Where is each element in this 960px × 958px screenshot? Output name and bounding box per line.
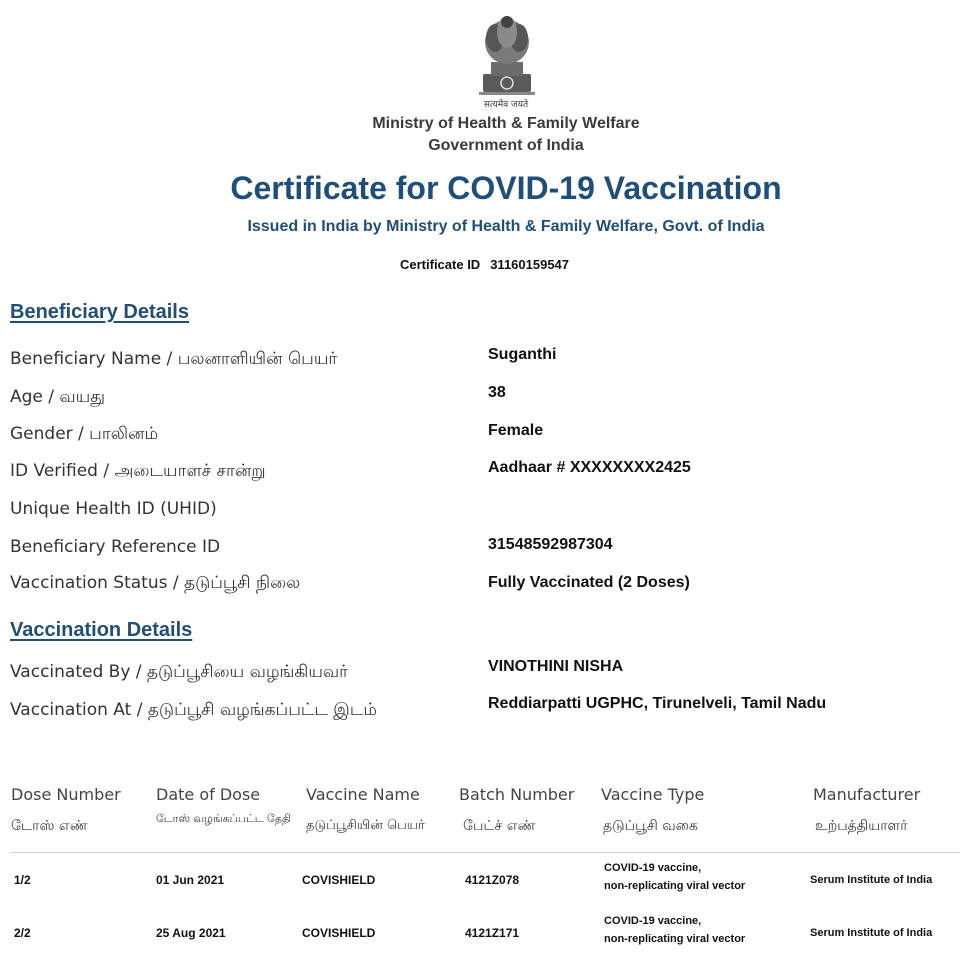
gender-value: Female [488, 422, 544, 439]
vaccine-type-line1: COVID-19 vaccine, [604, 915, 702, 927]
vaccinated-by-label: Vaccinated By / தடுப்பூசியை வழங்கியவர் [10, 662, 349, 682]
certificate-title: Certificate for COVID-19 Vaccination [230, 170, 782, 206]
col-manufacturer-header: Manufacturer [813, 785, 921, 804]
id-verified-value: Aadhaar # XXXXXXXX2425 [488, 459, 691, 476]
government-name: Government of India [428, 137, 584, 154]
col-dose-number-header-ta: டோஸ் எண் [11, 818, 88, 834]
uhid-label: Unique Health ID (UHID) [10, 499, 217, 519]
reference-id-label: Beneficiary Reference ID [10, 537, 221, 557]
gender-label: Gender / பாலினம் [10, 424, 159, 444]
beneficiary-name-label: Beneficiary Name / பலனாளியின் பெயர் [10, 349, 338, 369]
col-vaccine-name-header: Vaccine Name [306, 785, 420, 804]
col-vaccine-name-header-ta: தடுப்பூசியின் பெயர் [306, 818, 425, 833]
col-vaccine-type-header: Vaccine Type [601, 785, 705, 804]
vaccine-type-line1: COVID-19 vaccine, [604, 862, 702, 874]
age-value: 38 [488, 384, 506, 401]
id-verified-label: ID Verified / அடையாளச் சான்று [10, 461, 266, 481]
beneficiary-details-heading: Beneficiary Details [10, 301, 189, 323]
batch-number-cell: 4121Z078 [465, 873, 520, 887]
vaccine-name-cell: COVISHIELD [302, 926, 376, 940]
dose-date-cell: 25 Aug 2021 [156, 926, 226, 940]
vaccine-type-cell [604, 859, 804, 895]
col-date-header-ta: டோஸ் வழங்கப்பட்ட தேதி [156, 812, 292, 825]
vaccinated-by-value: VINOTHINI NISHA [488, 658, 624, 675]
vaccination-at-value: Reddiarpatti UGPHC, Tirunelveli, Tamil Nadu [488, 695, 827, 712]
col-dose-number-header: Dose Number [11, 785, 121, 804]
vaccination-status-value: Fully Vaccinated (2 Doses) [488, 574, 690, 591]
vaccination-status-label: Vaccination Status / தடுப்பூசி நிலை [10, 573, 301, 593]
reference-id-value: 31548592987304 [488, 536, 613, 553]
col-vaccine-type-header-ta: தடுப்பூசி வகை [603, 818, 698, 834]
certificate-subtitle: Issued in India by Ministry of Health & Family Welfare, Govt. of India [247, 218, 765, 235]
dose-number-cell: 1/2 [14, 873, 31, 887]
dose-date-cell: 01 Jun 2021 [156, 873, 225, 887]
vaccination-details-heading: Vaccination Details [10, 619, 193, 641]
vaccine-type-line2: non-replicating viral vector [604, 933, 746, 945]
vaccine-type-cell [604, 912, 804, 948]
vaccine-name-cell: COVISHIELD [302, 873, 376, 887]
vaccination-at-label: Vaccination At / தடுப்பூசி வழங்கப்பட்ட இடம் [10, 700, 378, 720]
certificate-id-value: 31160159547 [490, 257, 570, 272]
col-date-header: Date of Dose [156, 785, 261, 804]
manufacturer-cell: Serum Institute of India [810, 874, 933, 886]
col-manufacturer-header-ta: உற்பத்தியாளர் [815, 818, 908, 834]
batch-number-cell: 4121Z171 [465, 926, 520, 940]
col-batch-header: Batch Number [459, 785, 575, 804]
certificate-id [400, 257, 569, 272]
vaccine-type-line2: non-replicating viral vector [604, 880, 746, 892]
certificate-id-label: Certificate ID [400, 257, 481, 272]
col-batch-header-ta: பேட்ச் எண் [463, 818, 536, 834]
beneficiary-name-value: Suganthi [488, 346, 557, 363]
national-emblem-icon [471, 2, 543, 100]
ministry-name: Ministry of Health & Family Welfare [372, 115, 640, 132]
age-label: Age / வயது [10, 387, 106, 407]
table-header-divider [10, 852, 960, 853]
emblem-motto: सत्यमेव जयते [483, 100, 529, 110]
manufacturer-cell: Serum Institute of India [810, 927, 933, 939]
dose-number-cell: 2/2 [14, 926, 31, 940]
